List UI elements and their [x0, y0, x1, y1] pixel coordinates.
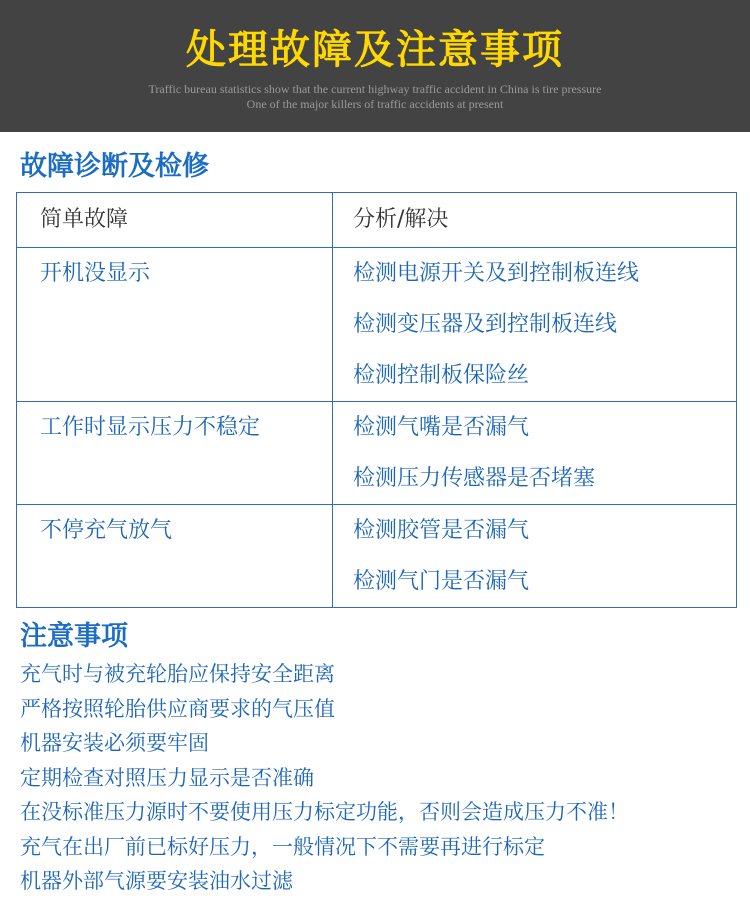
- table-row: [17, 402, 737, 505]
- fault-diagnosis-table: [16, 192, 737, 608]
- table-row: [17, 505, 737, 608]
- list-item: 机器安装必须要牢固: [20, 731, 209, 755]
- solution-item: 检测胶管是否漏气: [353, 518, 530, 543]
- column-header-fault: 简单故障: [17, 193, 333, 248]
- fault-cell: 工作时显示压力不稳定: [17, 402, 333, 505]
- list-item: 定期检查对照压力显示是否准确: [20, 765, 314, 790]
- page-title: 处理故障及注意事项: [186, 27, 564, 73]
- banner-subtitle-line-2: One of the major killers of traffic accidents at present: [246, 97, 504, 111]
- table-row: [17, 248, 737, 402]
- diagnosis-heading: 故障诊断及检修: [20, 151, 209, 182]
- list-item: 充气时与被充轮胎应保持安全距离: [20, 662, 335, 686]
- precautions-list: [20, 657, 740, 899]
- solution-item: 检测压力传感器是否堵塞: [353, 466, 596, 491]
- list-item: 严格按照轮胎供应商要求的气压值: [20, 696, 335, 721]
- solution-cell: [333, 248, 737, 402]
- fault-cell: 开机没显示: [17, 248, 333, 402]
- solution-cell: [333, 505, 737, 608]
- column-header-solution: 分析/解决: [333, 193, 737, 248]
- fault-cell: 不停充气放气: [17, 505, 333, 608]
- solution-item: 检测控制板保险丝: [353, 363, 530, 388]
- banner-subtitle-line-1: Traffic bureau statistics show that the current highway traffic accident in China is tire pressure: [148, 82, 602, 96]
- solution-item: 检测气嘴是否漏气: [353, 415, 530, 440]
- list-item: 充气在出厂前已标好压力，一般情况下不需要再进行标定: [20, 834, 545, 859]
- precautions-heading: 注意事项: [20, 621, 128, 652]
- solution-item: 检测电源开关及到控制板连线: [353, 261, 640, 286]
- table-header-row: [17, 193, 737, 248]
- solution-item: 检测气门是否漏气: [353, 569, 530, 594]
- solution-item: 检测变压器及到控制板连线: [353, 312, 618, 337]
- list-item: 在没标准压力源时不要使用压力标定功能，否则会造成压力不准！: [20, 800, 629, 824]
- header-banner: [0, 0, 750, 132]
- solution-cell: [333, 402, 737, 505]
- list-item: 机器外部气源要安装油水过滤: [20, 869, 293, 893]
